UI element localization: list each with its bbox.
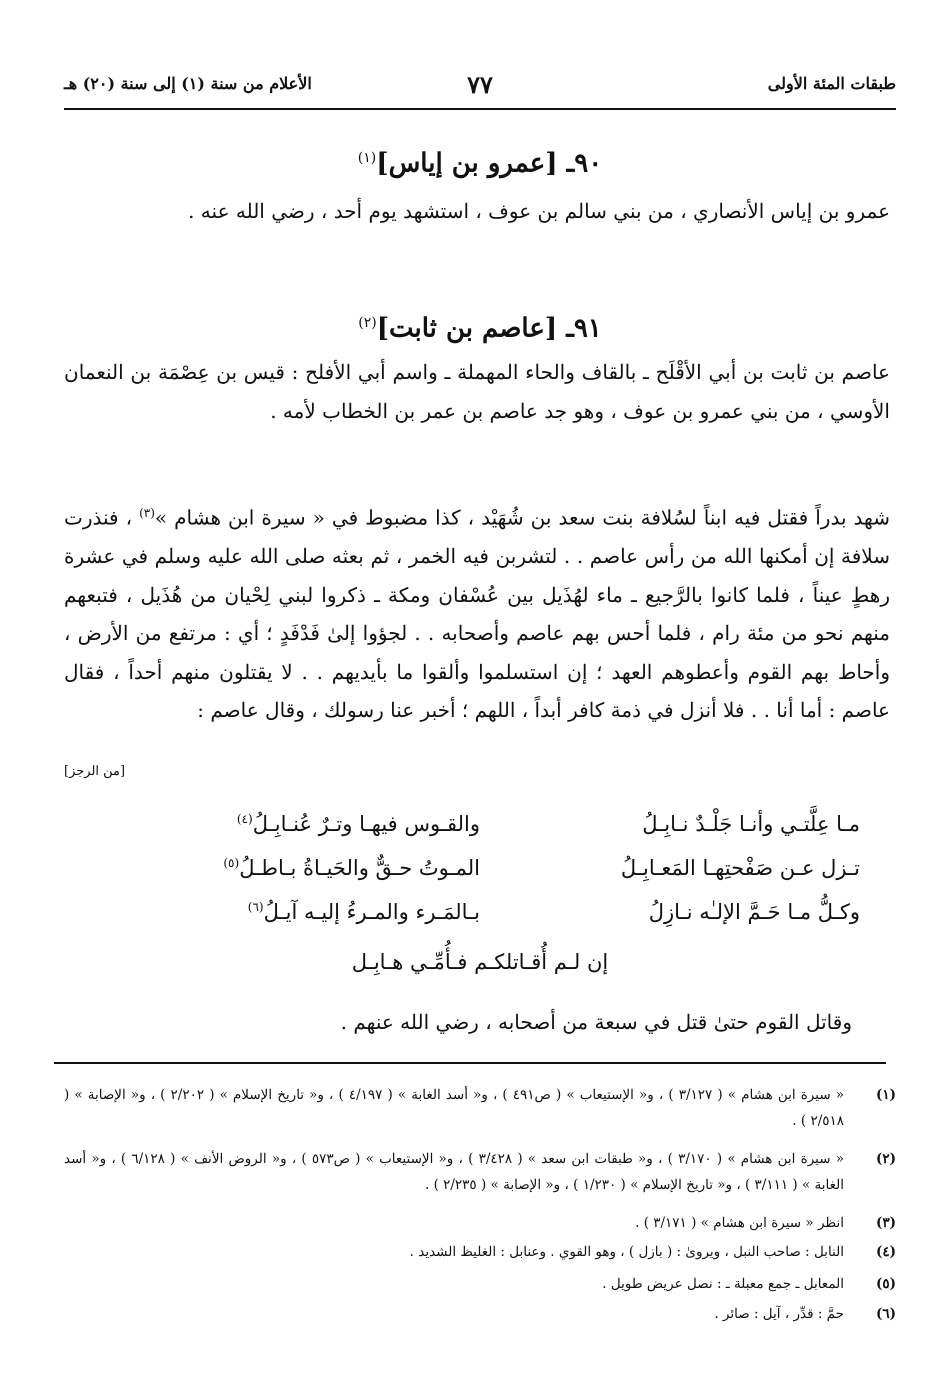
footnote-ref-5: (٥) [223,856,240,870]
verse-line-2 [100,856,860,896]
verse-1-first-hemistich: مـا عِلَّتـي وأنـا جَلْـدٌ نـابِـلُ [642,812,860,836]
entry-91-closing: وقاتل القوم حتىٰ قتل في سبعة من أصحابه ، رضي الله عنهم . [340,1010,852,1034]
verse-line-1 [100,812,860,852]
footnote-5-text: المعابل ـ جمع معبلة ـ : نصل عريض طويل . [602,1276,844,1292]
verse-3-second-text: بـالمَـرء والمـرءُ إليـه آيـلُ [263,900,480,924]
footnote-6 [64,1301,896,1327]
footnote-1 [64,1082,896,1134]
footnote-1-number: (١) [875,1087,896,1103]
verse-2-second-text: المـوتُ حـقٌّ والحَيـاةُ بـاطـلُ [239,856,480,880]
footnote-1-text: « سيرة ابن هشام » ( ٣/١٢٧ ) ، و« الإستيعاب » ( ص٤٩١ ) ، و« أسد الغابة » ( ٤/١٩٧ ) ، و« تاريخ الإسلام » ( ٢/٢٠٢ ) ، و« الإصابة » ( ٢/٥١٨ ) . [64,1087,844,1129]
footnote-2 [64,1146,896,1198]
verse-2-second-hemistich [100,856,480,880]
footnote-ref-4: (٤) [236,812,253,826]
verse-1-second-hemistich [100,812,480,836]
entry-90-title: ٩٠ـ [عمرو بن إياس] [376,148,603,179]
footnote-4 [64,1239,896,1265]
footnote-6-number: (٦) [875,1306,896,1322]
footnote-5-number: (٥) [875,1276,896,1292]
entry-91-title: ٩١ـ [عاصم بن ثابت] [376,313,602,344]
verse-line-4: إن لـم أُقـاتلكـم فـأُمِّـي هـابِـل [351,950,609,974]
poetic-meter-label: [من الرجز] [64,764,126,779]
entry-90-paragraph: عمرو بن إياس الأنصاري ، من بني سالم بن عوف ، استشهد يوم أحد ، رضي الله عنه . [188,199,890,223]
footnote-3 [64,1210,896,1236]
entry-91-heading [64,303,896,349]
verse-3-first-hemistich: وكـلُّ مـا حَـمَّ الإلـٰه نـازِلُ [648,900,860,924]
footnote-6-text: حمَّ : قدِّر ، آيل : صائر . [714,1306,844,1322]
entry-91-paragraph-1: عاصم بن ثابت بن أبي الأقْلَح ـ بالقاف والحاء المهملة ـ واسم أبي الأفلح : قيس بن عِصْمَة بن النعمان الأوسي ، من بني عمرو بن عوف ، وهو جد عاصم بن عمر بن الخطاب لأمه . [64,360,890,423]
footnote-4-number: (٤) [875,1244,896,1260]
entry-91-paragraph-2-start: شهد بدراً فقتل فيه ابناً لسُلافة بنت سعد بن شُهَيْد ، كذا مضبوط في « سيرة ابن هشام » [154,505,891,530]
footnote-4-text: النابل : صاحب النبل ، ويروىٰ : ( بازل ) ، وهو القوي . وعنابل : الغليظ الشديد . [409,1244,844,1260]
page-number: ٧٧ [467,70,493,99]
entry-91-paragraph-2-rest: ، فنذرت سلافة إن أمكنها الله من رأس عاصم . . لتشربن فيه الخمر ، ثم بعثه صلى الله عليه وسلم في عشرة رهطٍ عيناً ، فلما كانوا بالرَّجيع ـ ماء لهُذَيل بين عُسْفان ومكة ـ ذكروا لبني لِحْيان من هُذَيل ، فتبعهم منهم نحو من مئة رام ، فلما أحس بهم عاصم وأصحابه . . لجؤوا إلىٰ فَدْفَدٍ ؛ أي : مرتفع من الأرض ، وأحاط بهم القوم وأعطوهم العهد ؛ إن استسلموا وألقوا ما بأيديهم . . لا يقتلون منهم أحداً ، فقال عاصم : أما أنا . . فلا أنزل في ذمة كافر أبداً ، اللهم ؛ أخبر عنا رسولك ، وقال عاصم : [64,505,891,723]
footnote-3-text: انظر « سيرة ابن هشام » ( ٣/١٧١ ) . [635,1215,844,1231]
entry-90-heading [64,138,896,184]
footnote-ref-3: (٣) [139,506,155,520]
verse-2-first-hemistich: تـزل عـن صَفْحتِهـا المَعـابِـلُ [620,856,860,880]
footnote-2-text: « سيرة ابن هشام » ( ٣/١٧٠ ) ، و« طبقات ابن سعد » ( ٣/٤٢٨ ) ، و« الإستيعاب » ( ص٥٧٣ ) ، و« الروض الأنف » ( ٦/١٢٨ ) ، و« أسد الغابة » ( ٣/١١١ ) ، و« تاريخ الإسلام » ( ١/٢٣٠ ) ، و« الإصابة » ( ٢/٢٣٥ ) . [64,1151,844,1193]
verse-line-3 [100,900,860,940]
entry-90-note-ref: (١) [357,150,377,166]
header-book-title: طبقات المئة الأولى [767,74,896,93]
footnote-5 [64,1271,896,1297]
header-section-title: الأعلام من سنة (١) إلى سنة (٢٠) هـ [64,74,312,93]
footnote-3-number: (٣) [875,1215,896,1231]
verse-3-second-hemistich [100,900,480,924]
entry-91-paragraph-2 [64,494,890,730]
running-header [64,70,896,104]
header-divider [64,108,896,110]
footnote-divider [54,1062,886,1064]
footnote-2-number: (٢) [875,1151,896,1167]
verse-1-second-text: والقـوس فيهـا وتـرٌ عُنـابِـلُ [252,812,480,836]
footnote-ref-6: (٦) [247,900,264,914]
entry-91-note-ref: (٢) [358,315,377,331]
